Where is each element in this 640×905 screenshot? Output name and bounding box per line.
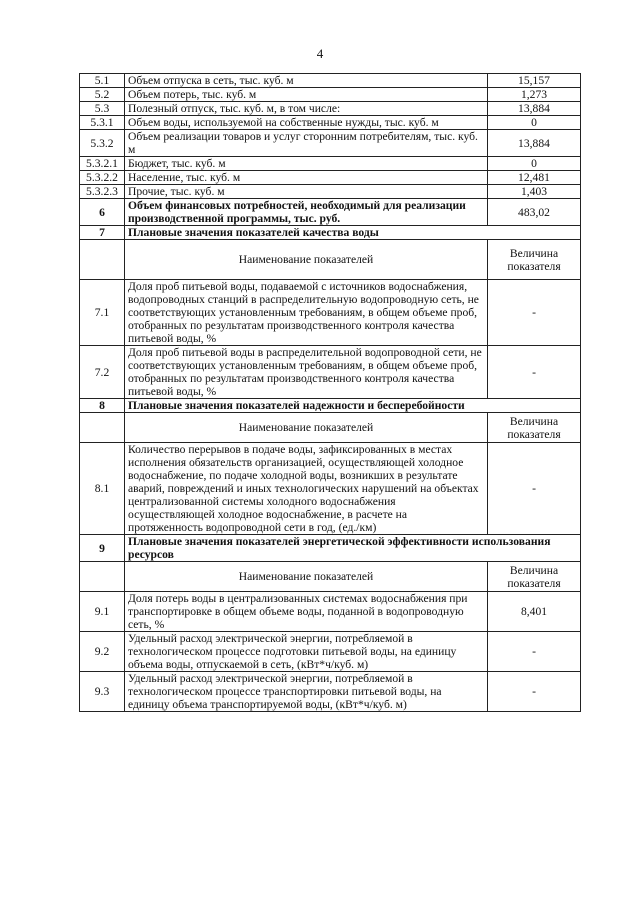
row-value: - xyxy=(488,443,581,535)
section-number: 8 xyxy=(80,399,125,413)
row-name: Объем финансовых потребностей, необходимый для реализации производственной программы, тыс. руб. xyxy=(125,199,488,226)
section-title: Плановые значения показателей качества воды xyxy=(125,226,581,240)
row-name: Доля проб питьевой воды, подаваемой с источников водоснабжения, водопроводных станций в распределительную водопроводную сеть, не соответствующих установленным требованиям, в общем объеме проб, отобранных по результатам производственного контроля качества питьевой воды, % xyxy=(125,280,488,346)
section-header xyxy=(80,226,581,240)
row-name: Удельный расход электрической энергии, потребляемой в технологическом процессе подготовки питьевой воды, на единицу объема воды, отпускаемой в сеть, (кВт*ч/куб. м) xyxy=(125,632,488,672)
empty-cell xyxy=(80,562,125,592)
row-value: 12,481 xyxy=(488,171,581,185)
row-value: - xyxy=(488,672,581,712)
column-header-name: Наименование показателей xyxy=(125,562,488,592)
column-header-name: Наименование показателей xyxy=(125,240,488,280)
column-header-value: Величина показателя xyxy=(488,562,581,592)
row-name: Прочие, тыс. куб. м xyxy=(125,185,488,199)
row-value: 0 xyxy=(488,157,581,171)
row-value: 483,02 xyxy=(488,199,581,226)
table-row xyxy=(80,185,581,199)
row-number: 7.2 xyxy=(80,346,125,399)
table-row xyxy=(80,672,581,712)
row-value: - xyxy=(488,632,581,672)
row-name: Объем воды, используемой на собственные нужды, тыс. куб. м xyxy=(125,116,488,130)
row-name: Доля проб питьевой воды в распределительной водопроводной сети, не соответствующих установленным требованиям, в общем объеме проб, отобранных по результатам производственного контроля качества питьевой воды, % xyxy=(125,346,488,399)
empty-cell xyxy=(80,240,125,280)
row-value: 8,401 xyxy=(488,592,581,632)
section-number: 7 xyxy=(80,226,125,240)
row-name: Объем потерь, тыс. куб. м xyxy=(125,88,488,102)
table-row xyxy=(80,443,581,535)
row-name: Объем реализации товаров и услуг сторонним потребителям, тыс. куб. м xyxy=(125,130,488,157)
row-number: 9.3 xyxy=(80,672,125,712)
section-header xyxy=(80,399,581,413)
row-value: 1,273 xyxy=(488,88,581,102)
row-number: 9.1 xyxy=(80,592,125,632)
row-name: Бюджет, тыс. куб. м xyxy=(125,157,488,171)
row-value: 0 xyxy=(488,116,581,130)
row-number: 5.3.2 xyxy=(80,130,125,157)
table-row xyxy=(80,632,581,672)
table-row xyxy=(80,592,581,632)
row-value: 13,884 xyxy=(488,102,581,116)
column-header-row xyxy=(80,562,581,592)
row-number: 7.1 xyxy=(80,280,125,346)
row-name: Доля потерь воды в централизованных системах водоснабжения при транспортировке в общем объеме воды, поданной в водопроводную сеть, % xyxy=(125,592,488,632)
row-name: Объем отпуска в сеть, тыс. куб. м xyxy=(125,74,488,88)
column-header-row xyxy=(80,413,581,443)
section-number: 9 xyxy=(80,535,125,562)
table-row xyxy=(80,171,581,185)
table-row xyxy=(80,199,581,226)
row-number: 5.3.1 xyxy=(80,116,125,130)
row-number: 6 xyxy=(80,199,125,226)
row-number: 5.3.2.2 xyxy=(80,171,125,185)
row-number: 5.3.2.1 xyxy=(80,157,125,171)
table-row xyxy=(80,74,581,88)
table-row xyxy=(80,157,581,171)
column-header-name: Наименование показателей xyxy=(125,413,488,443)
table-row xyxy=(80,88,581,102)
page-number: 4 xyxy=(316,46,324,61)
row-name: Удельный расход электрической энергии, потребляемой в технологическом процессе транспортировки питьевой воды, на единицу объема транспортируемой воды, (кВт*ч/куб. м) xyxy=(125,672,488,712)
row-name: Полезный отпуск, тыс. куб. м, в том числе: xyxy=(125,102,488,116)
row-value: 1,403 xyxy=(488,185,581,199)
row-name: Население, тыс. куб. м xyxy=(125,171,488,185)
section-title: Плановые значения показателей надежности и бесперебойности xyxy=(125,399,581,413)
row-number: 8.1 xyxy=(80,443,125,535)
row-number: 5.3.2.3 xyxy=(80,185,125,199)
empty-cell xyxy=(80,413,125,443)
indicators-table xyxy=(79,73,581,712)
column-header-row xyxy=(80,240,581,280)
column-header-value: Величина показателя xyxy=(488,240,581,280)
row-name: Количество перерывов в подаче воды, зафиксированных в местах исполнения обязательств организацией, осуществляющей холодное водоснабжение, по подаче холодной воды, возникших в результате аварий, повреждений и иных технологических нарушений на объектах централизованной системы холодного водоснабжения осуществляющей холодное водоснабжение, в расчете на протяженность водопроводной сети в год, (ед./км) xyxy=(125,443,488,535)
section-header xyxy=(80,535,581,562)
row-number: 5.2 xyxy=(80,88,125,102)
row-value: - xyxy=(488,280,581,346)
row-number: 5.3 xyxy=(80,102,125,116)
row-number: 9.2 xyxy=(80,632,125,672)
column-header-value: Величина показателя xyxy=(488,413,581,443)
row-value: 13,884 xyxy=(488,130,581,157)
table-row xyxy=(80,102,581,116)
row-value: - xyxy=(488,346,581,399)
row-value: 15,157 xyxy=(488,74,581,88)
table-row xyxy=(80,130,581,157)
table-row xyxy=(80,346,581,399)
table-row xyxy=(80,280,581,346)
section-title: Плановые значения показателей энергетической эффективности использования ресурсов xyxy=(125,535,581,562)
table-row xyxy=(80,116,581,130)
row-number: 5.1 xyxy=(80,74,125,88)
